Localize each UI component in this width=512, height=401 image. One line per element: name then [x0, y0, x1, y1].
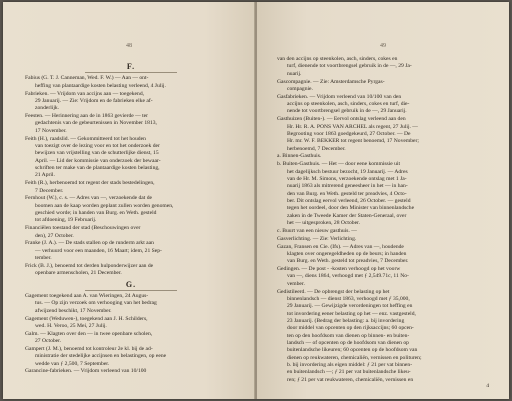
- entry-first-line: Franke (J. A.). — De stads stallen op de runderm arkt aan: [25, 240, 154, 247]
- entry-continuation-line: tegen het oordeel, door den Minister van binnenlandsche: [287, 205, 415, 212]
- entry-continuation-line: zonderlijk.: [35, 105, 60, 112]
- entry-continuation-line: van de Hr. M. Simons, verzoekende ontslag met 1 Ja-: [287, 176, 407, 182]
- index-entry: [25, 293, 237, 315]
- entry-continuation-line: het — uitgesproken, 28 October.: [287, 220, 361, 227]
- entry-first-line: Gagement toegekend aan A. van Wieringen, 24 Augus-: [25, 292, 149, 299]
- entry-first-line: Feith (H.), raadslid. — Gekommitteerd tot het houden: [25, 135, 146, 142]
- index-entry: [277, 94, 491, 116]
- entry-first-line: Financiëlen toestand der stad (Beschouwingen over: [25, 225, 141, 232]
- entry-continuation-line: 29 Januarij. — Zie: Vrijdom en de fabrieken elke af-: [35, 97, 153, 104]
- entry-continuation-line: tot afdoening, 19 Februarij.: [35, 217, 97, 224]
- entry-continuation-line: boomen aan de kaap worden geplant zullen worden genomen,: [35, 202, 174, 209]
- index-entry: [277, 116, 491, 153]
- entry-continuation-line: wedde van ƒ 2,500, 7 September.: [35, 360, 110, 367]
- index-entry: [25, 180, 237, 195]
- right-page-number: 49: [380, 43, 386, 49]
- index-entry: [25, 331, 237, 346]
- index-entry: [277, 289, 491, 384]
- entry-first-line: Gasthuizen (Buiten-). — Eervol ontslag verleend aan den: [277, 116, 406, 123]
- entry-continuation-line: zaken in de Tweede Kamer der Staten-Generaal, over: [287, 212, 407, 219]
- entry-continuation-line: heffing van plantaardige kosten belasting verleend, 4 Julij.: [35, 82, 166, 89]
- entry-continuation-line: gedachtenis van de gebeurtenissen in November 1813,: [35, 120, 157, 127]
- entry-continuation-line: den van Burg. en Weth. gesteld ter preadvies, 4 Octo-: [287, 190, 407, 197]
- entry-continuation-line: van —, diens 1864, verhoogd met ƒ 2,549.71c, 11 No-: [287, 273, 409, 280]
- section-heading: F.: [126, 62, 136, 71]
- entry-continuation-line: van Burg. en Weth. gesteld tot preadvies, 7 December.: [287, 258, 409, 265]
- entry-first-line: a. Binnen-Gasthuis.: [277, 153, 322, 160]
- entry-continuation-line: landsch — of opcenten op de hoofdsom van dienen op: [287, 340, 409, 347]
- entry-continuation-line: door middel van opcenten op den rijksaccijns; 60 opcen-: [287, 325, 414, 332]
- index-entry: [277, 244, 491, 266]
- index-entry: [25, 75, 237, 90]
- entry-first-line: Gedistileerd. — De opbrengst der belasting op het: [277, 288, 390, 295]
- entry-continuation-line: bewijzen van vrijstelling van de schutterlijke dienst, 15: [35, 150, 159, 157]
- index-entry: [25, 136, 237, 180]
- entry-first-line: van den accijns op steenkolen, asch, sinders, cokes en: [277, 56, 398, 62]
- entry-continuation-line: tus. — Op zijn verzoek om verhooging van het bedrag: [35, 300, 157, 307]
- section-heading: G.: [125, 279, 137, 289]
- entry-continuation-line: 27 October.: [35, 338, 62, 345]
- section-rule: [85, 72, 177, 73]
- section-rule: [85, 290, 177, 291]
- entry-continuation-line: 21 April.: [35, 172, 55, 179]
- index-entry: [25, 316, 237, 331]
- index-entry: [277, 153, 491, 160]
- index-entry: [25, 113, 237, 135]
- entry-continuation-line: geschied worde; in handen van Burg. en Weth. gesteld: [35, 210, 157, 217]
- entry-first-line: Galm. — Klagten over den — in twee openbare scholen,: [25, 330, 153, 337]
- index-entry: [25, 263, 237, 278]
- right-page: [257, 2, 509, 399]
- entry-continuation-line: klagten over ongeregeldheden op de beurs; in handen: [287, 250, 407, 257]
- entry-continuation-line: buitenlandsche likeuren; 60 opcenten op de hoofdsom van: [287, 347, 418, 354]
- index-entry: [25, 91, 237, 113]
- index-entry: [277, 56, 491, 78]
- entry-first-line: Fabrieken. — Vrijdom van accijns aan — toegekend,: [25, 90, 145, 97]
- entry-first-line: Gazan, Fransen en Cie. (Ifs). — Adres van —, houdende: [277, 243, 404, 250]
- entry-continuation-line: accijns op steenkolen, asch, sinders, cokes en turf, die-: [287, 101, 410, 108]
- left-column: [25, 60, 237, 376]
- entry-continuation-line: Hr. Hr. R. A. PONS VAN ARCHEL als regent, 27 Julij. —: [287, 123, 418, 130]
- entry-continuation-line: tot invordering eener belasting op het — enz. vastgesteld,: [287, 310, 416, 317]
- entry-continuation-line: afwijzend beschikt, 17 November.: [35, 307, 112, 314]
- entry-continuation-line: — verhuurd voor een maanden, 16 Maart; idem, 21 Sep-: [35, 247, 162, 254]
- index-entry: [25, 240, 237, 262]
- right-column: [277, 56, 491, 385]
- entry-first-line: Gagement (Weduwen-), toegekend aan J. H. Schilders,: [25, 315, 148, 322]
- entry-continuation-line: en buitenlandsch —; ƒ 21 per vat buitenlandsche likeu-: [287, 369, 411, 376]
- entry-continuation-line: binnenlandsch — dienst 1863, verhoogd met ƒ 35,000,: [287, 296, 410, 302]
- entry-continuation-line: tember.: [35, 255, 52, 262]
- entry-continuation-line: nende tot voortbrengsel gebruik in de —, 29 Januarij.: [287, 108, 407, 115]
- entry-first-line: Fernhout (W.), c. s. — Adres van —, verzoekende dat de: [25, 195, 153, 202]
- entry-continuation-line: nuarij 1863 als mitrerend geneesheer in het — in han-: [287, 183, 408, 190]
- left-page: [3, 2, 255, 399]
- entry-continuation-line: ren; ƒ 21 per vat reukwateren, chemicaliën, vernissen en: [287, 376, 414, 383]
- entry-continuation-line: herbenoemd, 7 December.: [287, 145, 346, 152]
- entry-continuation-line: Hr. mr. W. F. BEKKER tot regent benoemd, 17 November;: [287, 138, 419, 145]
- index-entry: [277, 266, 491, 288]
- entry-first-line: b. Buiten-Gasthuis. — Het — door eene kommissie uit: [277, 161, 401, 168]
- entry-continuation-line: April. — Lid der kommissie van onderzoek der bewaar-: [35, 157, 161, 164]
- left-page-number: 48: [126, 43, 132, 49]
- entry-continuation-line: ber. Dit ontslag eervol verleend, 26 October. — gesteld: [287, 198, 411, 205]
- entry-first-line: Feith (R.), herbenoemd tot regent der stads bestedelingen,: [25, 180, 155, 187]
- entry-first-line: c. Buurt van een nieuw gasthuis. —: [277, 227, 357, 234]
- entry-continuation-line: openbare armenscholen, 21 December.: [35, 270, 122, 277]
- entry-continuation-line: wed. H. Veroo, 25 Mei, 27 Julij.: [35, 322, 107, 329]
- index-entry: [25, 368, 237, 375]
- index-entry: [25, 195, 237, 224]
- entry-continuation-line: b. bij invordering als eigen middel: ƒ 21 per vat binnen-: [287, 362, 413, 369]
- entry-first-line: Garancine-fabrieken. — Vrijdom verleend van 10/100: [25, 368, 147, 375]
- entry-continuation-line: Begrooting voor 1863 goedgekeurd, 27 October. — De: [287, 130, 411, 137]
- index-entry: [277, 161, 491, 227]
- entry-continuation-line: het dagelijksch bestuur bezocht, 19 Januarij. — Adres: [287, 168, 408, 175]
- entry-first-line: Gascompagnie. — Zie: Amsterdamsche Pyrgas-: [277, 78, 385, 85]
- entry-continuation-line: schriften ter make van de plantaardige kosten belasting,: [35, 164, 160, 171]
- entry-continuation-line: 17 November.: [35, 127, 67, 134]
- entry-continuation-line: 7 December.: [35, 187, 64, 194]
- entry-first-line: Gedingen. — De post - -kosten verhoogd op het voorw: [277, 266, 401, 273]
- signature-mark: 4: [486, 383, 489, 389]
- index-entry: [277, 79, 491, 94]
- entry-continuation-line: turf, dienende tot voortbrengsel gebruik in de —, 29 Ja-: [287, 63, 412, 70]
- entry-continuation-line: ministratie der stedelijke accijnsen en belastingen, op eene: [35, 353, 167, 360]
- entry-continuation-line: ten op den hoofdsom van dienen op binnen- en buiten-: [287, 332, 410, 339]
- book-spread: [3, 2, 509, 399]
- entry-continuation-line: den), 27 October.: [35, 232, 74, 239]
- entry-continuation-line: 23 Januarij. (Bedrag der belasting: a. bij invordering: [287, 318, 405, 325]
- entry-first-line: Feesten. — Herinnering aan de in 1863 gevierde — ter: [25, 113, 149, 120]
- entry-continuation-line: compagnie.: [287, 85, 313, 92]
- index-entry: [25, 225, 237, 240]
- entry-continuation-line: van toezigt over de lezing voor en tot het onderzoek der: [35, 142, 160, 149]
- index-entry: [277, 228, 491, 235]
- entry-first-line: Fabius (G. T. J. Canneman, Wed. F. W.) — Aan — ont-: [25, 75, 149, 82]
- entry-continuation-line: 29 Januarij. — Gewijzigde verordeningen tot heffing en: [287, 303, 413, 310]
- index-entry: [277, 236, 491, 243]
- index-entry: [25, 346, 237, 368]
- entry-continuation-line: dienen op reukwateren, chemicaliën, vernissen en polituren;: [287, 354, 422, 361]
- entry-continuation-line: vember.: [287, 280, 305, 287]
- entry-first-line: Frick (B. J.), benoemd tot derden hulponderwijzer aan de: [25, 262, 154, 269]
- entry-first-line: Gasverlichting. — Zie: Verlichting.: [277, 235, 357, 242]
- entry-continuation-line: nuarij.: [287, 70, 302, 77]
- entry-first-line: Gasfabrieken. — Vrijdom verleend van 10/100 van den: [277, 93, 402, 100]
- entry-first-line: Gampert (J. M.), benoemd tot kontroleur 2e kl. bij de ad-: [25, 345, 153, 352]
